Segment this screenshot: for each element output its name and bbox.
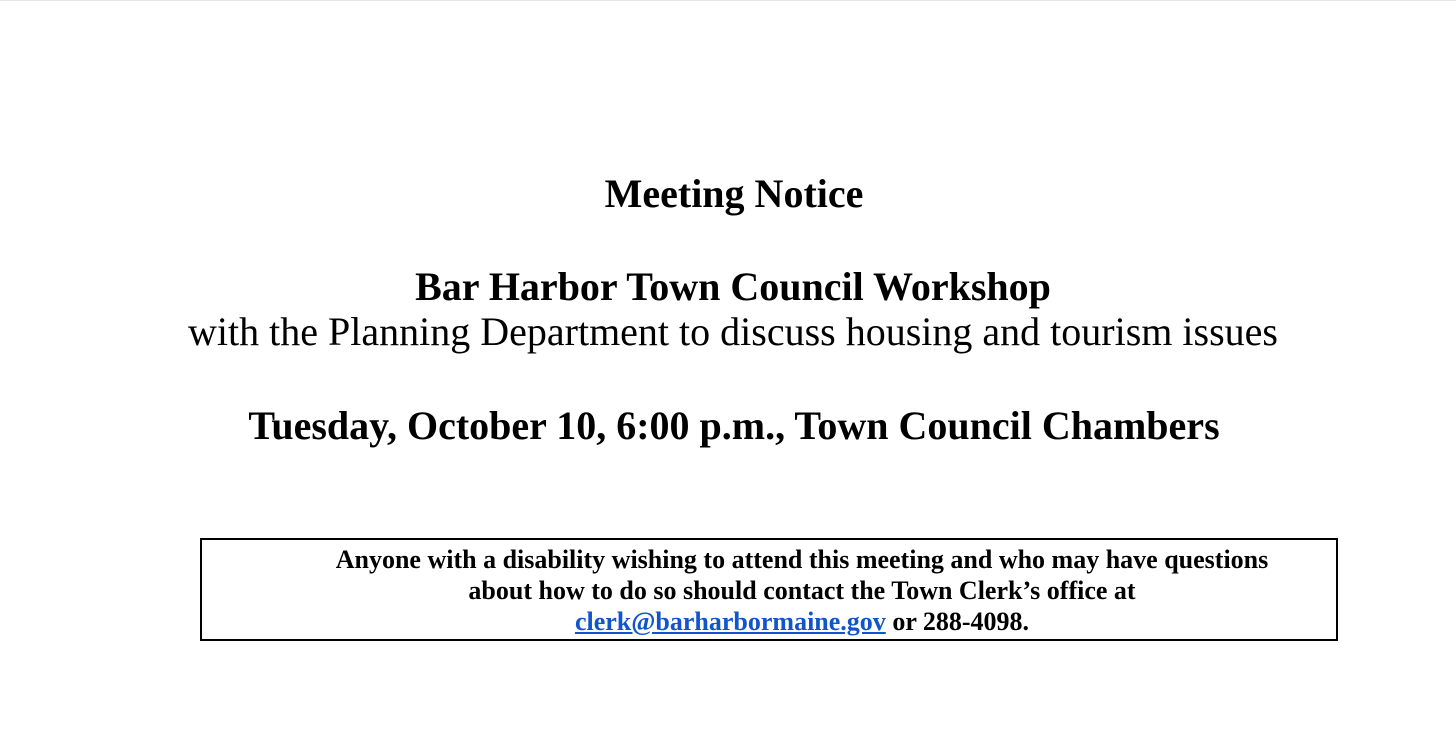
clerk-phone-text: or 288-4098.: [885, 607, 1030, 636]
notice-heading: Meeting Notice: [604, 171, 864, 216]
accessibility-contact-line: [202, 606, 1336, 637]
event-date-time-location: Tuesday, October 10, 6:00 p.m., Town Council Chambers: [248, 403, 1220, 448]
accessibility-notice-box: [200, 538, 1338, 641]
page-top-edge: [0, 0, 1456, 1]
event-subtitle: with the Planning Department to discuss housing and tourism issues: [188, 309, 1278, 354]
accessibility-line-2: about how to do so should contact the Town Clerk’s office at: [468, 576, 1136, 605]
accessibility-line-1: Anyone with a disability wishing to attend this meeting and who may have questions: [335, 545, 1269, 574]
clerk-email-link[interactable]: clerk@barharbormaine.gov: [574, 607, 886, 636]
event-title: Bar Harbor Town Council Workshop: [415, 264, 1051, 309]
